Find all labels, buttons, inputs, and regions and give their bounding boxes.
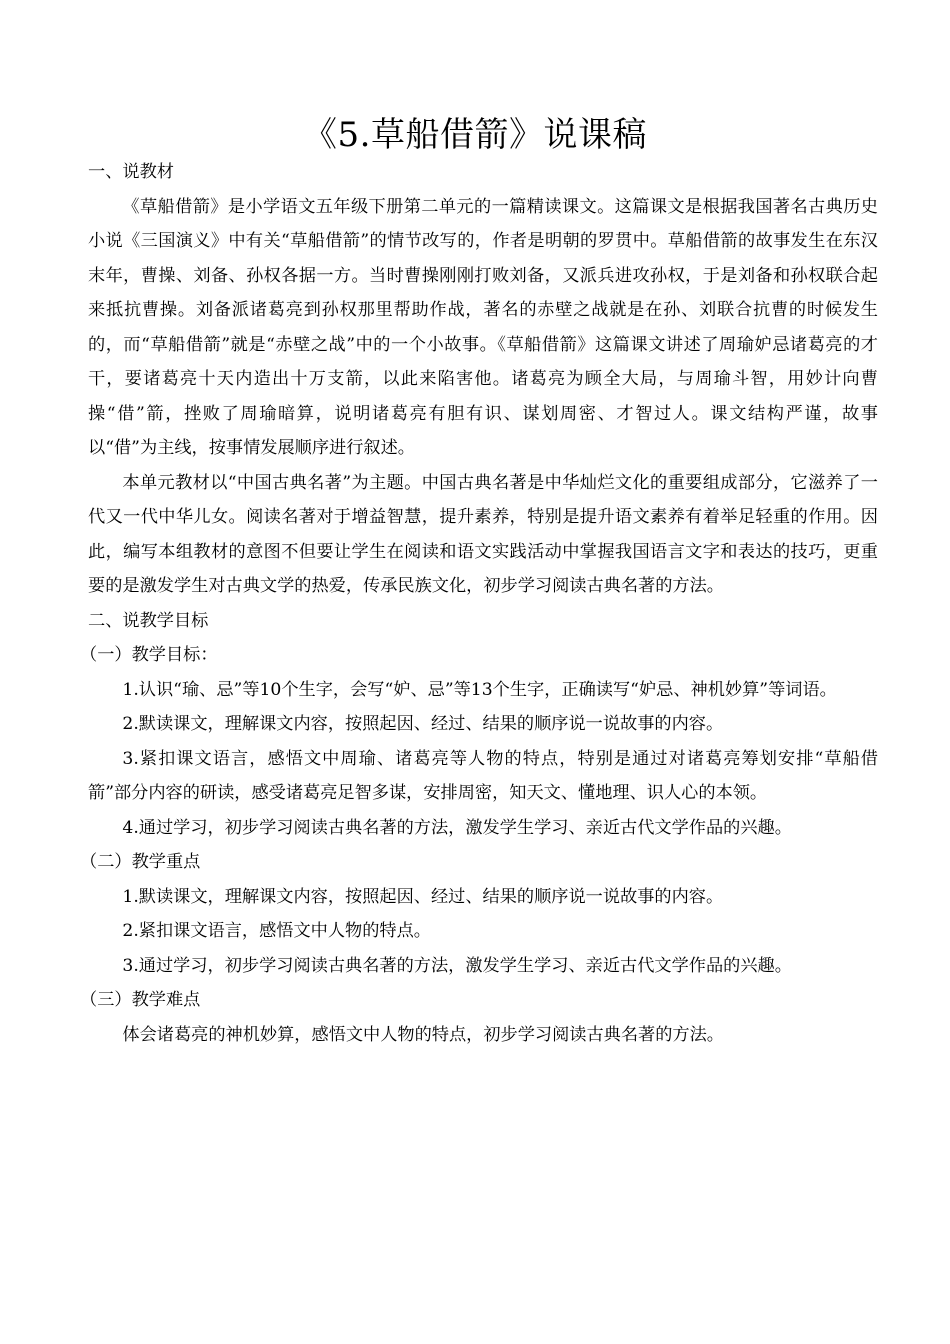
key-point-item: 1.默读课文，理解课文内容，按照起因、经过、结果的顺序说一说故事的内容。 xyxy=(122,886,724,907)
subheading-key-points: （二）教学重点 xyxy=(80,852,201,872)
document-title: 《5.草船借箭》说课稿 xyxy=(303,115,647,155)
section-heading-teaching-goals: 二、说教学目标 xyxy=(88,610,209,631)
document-body xyxy=(80,155,878,1052)
subheading-difficulties: （三）教学难点 xyxy=(80,990,201,1010)
goal-item: 4.通过学习，初步学习阅读古典名著的方法，激发学生学习、亲近古代文学作品的兴趣。 xyxy=(122,817,792,838)
section-heading-teaching-material: 一、说教材 xyxy=(88,162,174,182)
subheading-goals: （一）教学目标： xyxy=(80,645,218,665)
paragraph-unit-theme: 本单元教材以“中国古典名著”为主题。中国古典名著是中华灿烂文化的重要组成部分，它滋养了一代又一代中华儿女。阅读名著对于增益智慧，提升素养，特别是提升语文素养有着举足轻重的作用。因此，编写本组教材的意图不但要让学生在阅读和语文实践活动中掌握我国语言文字和表达的技巧，更重要的是激发学生对古典文学的热爱，传承民族文化，初步学习阅读古典名著的方法。 xyxy=(88,472,878,596)
goal-item: 1.认识“瑜、忌”等10个生字，会写“妒、忌”等13个生字，正确读写“妒忌、神机妙算”等词语。 xyxy=(122,679,837,700)
goal-item: 2.默读课文，理解课文内容，按照起因、经过、结果的顺序说一说故事的内容。 xyxy=(122,714,724,734)
difficulty-text: 体会诸葛亮的神机妙算，感悟文中人物的特点，初步学习阅读古典名著的方法。 xyxy=(122,1024,724,1045)
key-point-item: 3.通过学习，初步学习阅读古典名著的方法，激发学生学习、亲近古代文学作品的兴趣。 xyxy=(122,955,792,976)
paragraph-text-intro: 《草船借箭》是小学语文五年级下册第二单元的一篇精读课文。这篇课文是根据我国著名古典历史小说《三国演义》中有关“草船借箭”的情节改写的，作者是明朝的罗贯中。草船借箭的故事发生在东汉末年，曹操、刘备、孙权各据一方。当时曹操刚刚打败刘备，又派兵进攻孙权，于是刘备和孙权联合起来抵抗曹操。刘备派诸葛亮到孙权那里帮助作战，著名的赤壁之战就是在孙、刘联合抗曹的时候发生的，而“草船借箭”就是“赤壁之战”中的一个小故事。《草船借箭》这篇课文讲述了周瑜妒忌诸葛亮的才干，要诸葛亮十天内造出十万支箭，以此来陷害他。诸葛亮为顾全大局，与周瑜斗智，用妙计向曹操“借”箭，挫败了周瑜暗算，说明诸葛亮有胆有识、谋划周密、才智过人。课文结构严谨，故事以“借”为主线，按事情发展顺序进行叙述。 xyxy=(88,196,878,458)
goal-item: 3.紧扣课文语言，感悟文中周瑜、诸葛亮等人物的特点，特别是通过对诸葛亮筹划安排“草船借箭”部分内容的研读，感受诸葛亮足智多谋，安排周密，知天文、懂地理、识人心的本领。 xyxy=(88,748,878,803)
key-point-item: 2.紧扣课文语言，感悟文中人物的特点。 xyxy=(122,921,431,941)
